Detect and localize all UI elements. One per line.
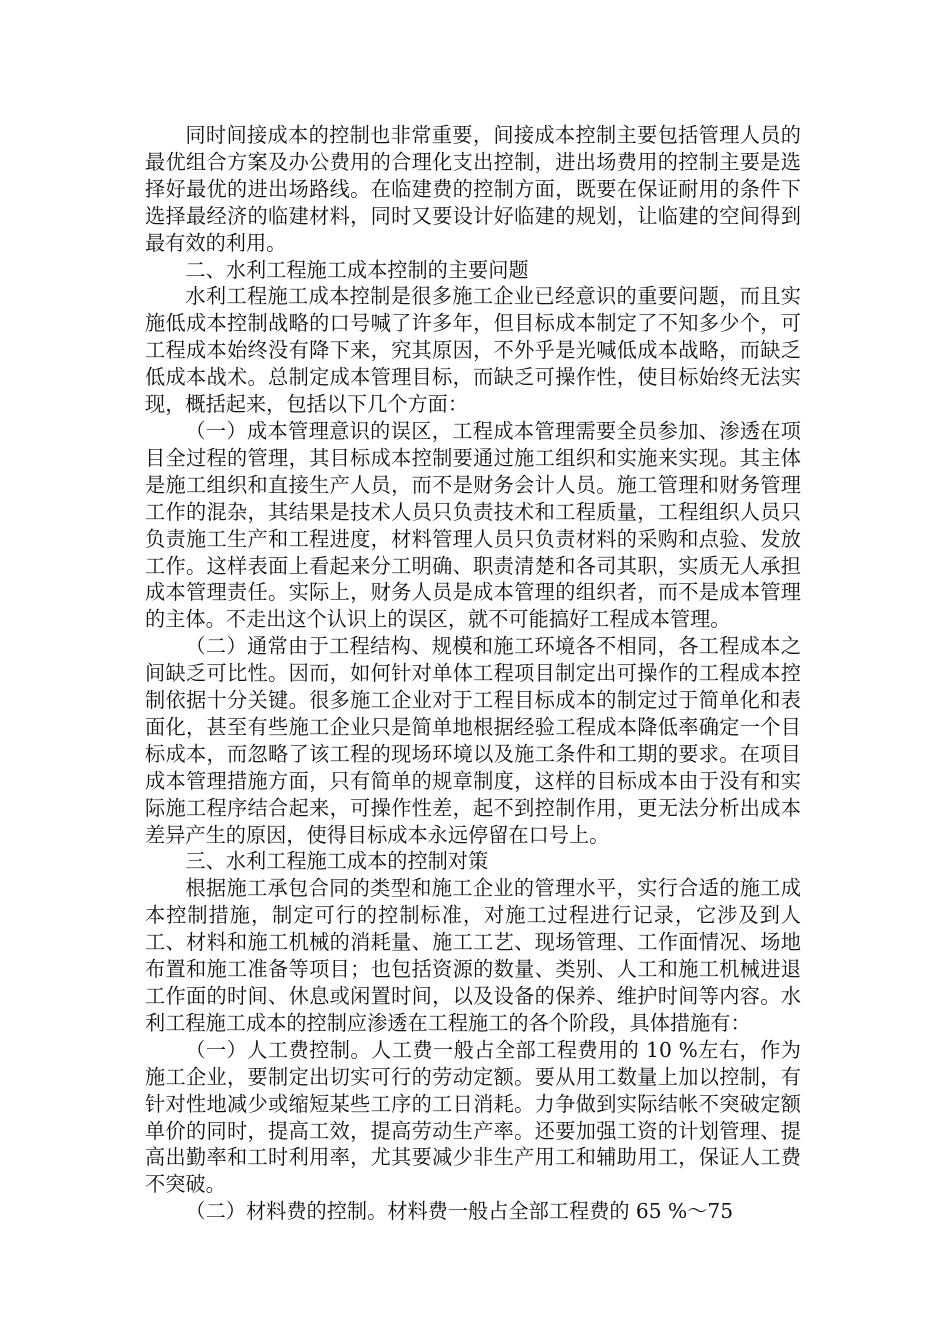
section-heading-main-problems: 二、水利工程施工成本控制的主要问题 <box>185 257 529 282</box>
paragraph-problem-two: （二）通常由于工程结构、规模和施工环境各不相同，各工程成本之间缺乏可比性。因而，如何针对单体工程项目制定出可操作的工程成本控制依据十分关键。很多施工企业对于工程目标成本的制定过于简单化和表面化，甚至有些施工企业只是简单地根据经验工程成本降低率确定一个目标成本，而忽略了该工程的现场环境以及施工条件和工期的要求。在项目成本管理措施方面，只有简单的规章制度，这样的目标成本由于没有和实际施工程序结合起来，可操作性差，起不到控制作用，更无法分析出成本差异产生的原因，使得目标成本永远停留在口号上。 <box>145 634 801 847</box>
paragraph-material-cost: （二）材料费的控制。材料费一般占全部工程费的 65 %～75 <box>185 1199 734 1224</box>
paragraph-problems-intro: 水利工程施工成本控制是很多施工企业已经意识的重要问题，而且实施低成本控制战略的口号喊了许多年，但目标成本制定了不知多少个，可工程成本始终没有降下来，究其原因，不外乎是光喊低成本战略，而缺乏低成本战术。总制定成本管理目标，而缺乏可操作性，使目标始终无法实现，概括起来，包括以下几个方面： <box>145 284 801 417</box>
paragraph-countermeasures-intro: 根据施工承包合同的类型和施工企业的管理水平，实行合适的施工成本控制措施，制定可行的控制标准，对施工过程进行记录，它涉及到人工、材料和施工机械的消耗量、施工工艺、现场管理、工作面情况、场地布置和施工准备等项目；也包括资源的数量、类别、人工和施工机械进退工作面的时间、休息或闲置时间，以及设备的保养、维护时间等内容。水利工程施工成本的控制应渗透在工程施工的各个阶段，具体措施有： <box>145 876 801 1035</box>
paragraph-problem-one: （一）成本管理意识的误区，工程成本管理需要全员参加、渗透在项目全过程的管理，其目标成本控制要通过施工组织和实施来实现。其主体是施工组织和直接生产人员，而不是财务会计人员。施工管理和财务管理工作的混杂，其结果是技术人员只负责技术和工程质量，工程组织人员只负责施工生产和工程进度，材料管理人员只负责材料的采购和点验、发放工作。这样表面上看起来分工明确、职责清楚和各司其职，实质无人承担成本管理责任。实际上，财务人员是成本管理的组织者，而不是成本管理的主体。不走出这个认识上的误区，就不可能搞好工程成本管理。 <box>145 418 801 632</box>
section-heading-countermeasures: 三、水利工程施工成本的控制对策 <box>185 849 489 874</box>
document-body <box>145 122 801 1225</box>
paragraph-labor-cost: （一）人工费控制。人工费一般占全部工程费用的 10 %左右，作为施工企业，要制定出切实可行的劳动定额。要从用工数量上加以控制，有针对性地减少或缩短某些工序的工日消耗。力争做到实际结帐不突破定额单价的同时，提高工效，提高劳动生产率。还要加强工资的计划管理、提高出勤率和工时利用率，尤其要减少非生产用工和辅助用工，保证人工费不突破。 <box>145 1037 801 1197</box>
paragraph-indirect-cost: 同时间接成本的控制也非常重要，间接成本控制主要包括管理人员的最优组合方案及办公费用的合理化支出控制，进出场费用的控制主要是选择好最优的进出场路线。在临建费的控制方面，既要在保证耐用的条件下选择最经济的临建材料，同时又要设计好临建的规划，让临建的空间得到最有效的利用。 <box>145 123 801 255</box>
